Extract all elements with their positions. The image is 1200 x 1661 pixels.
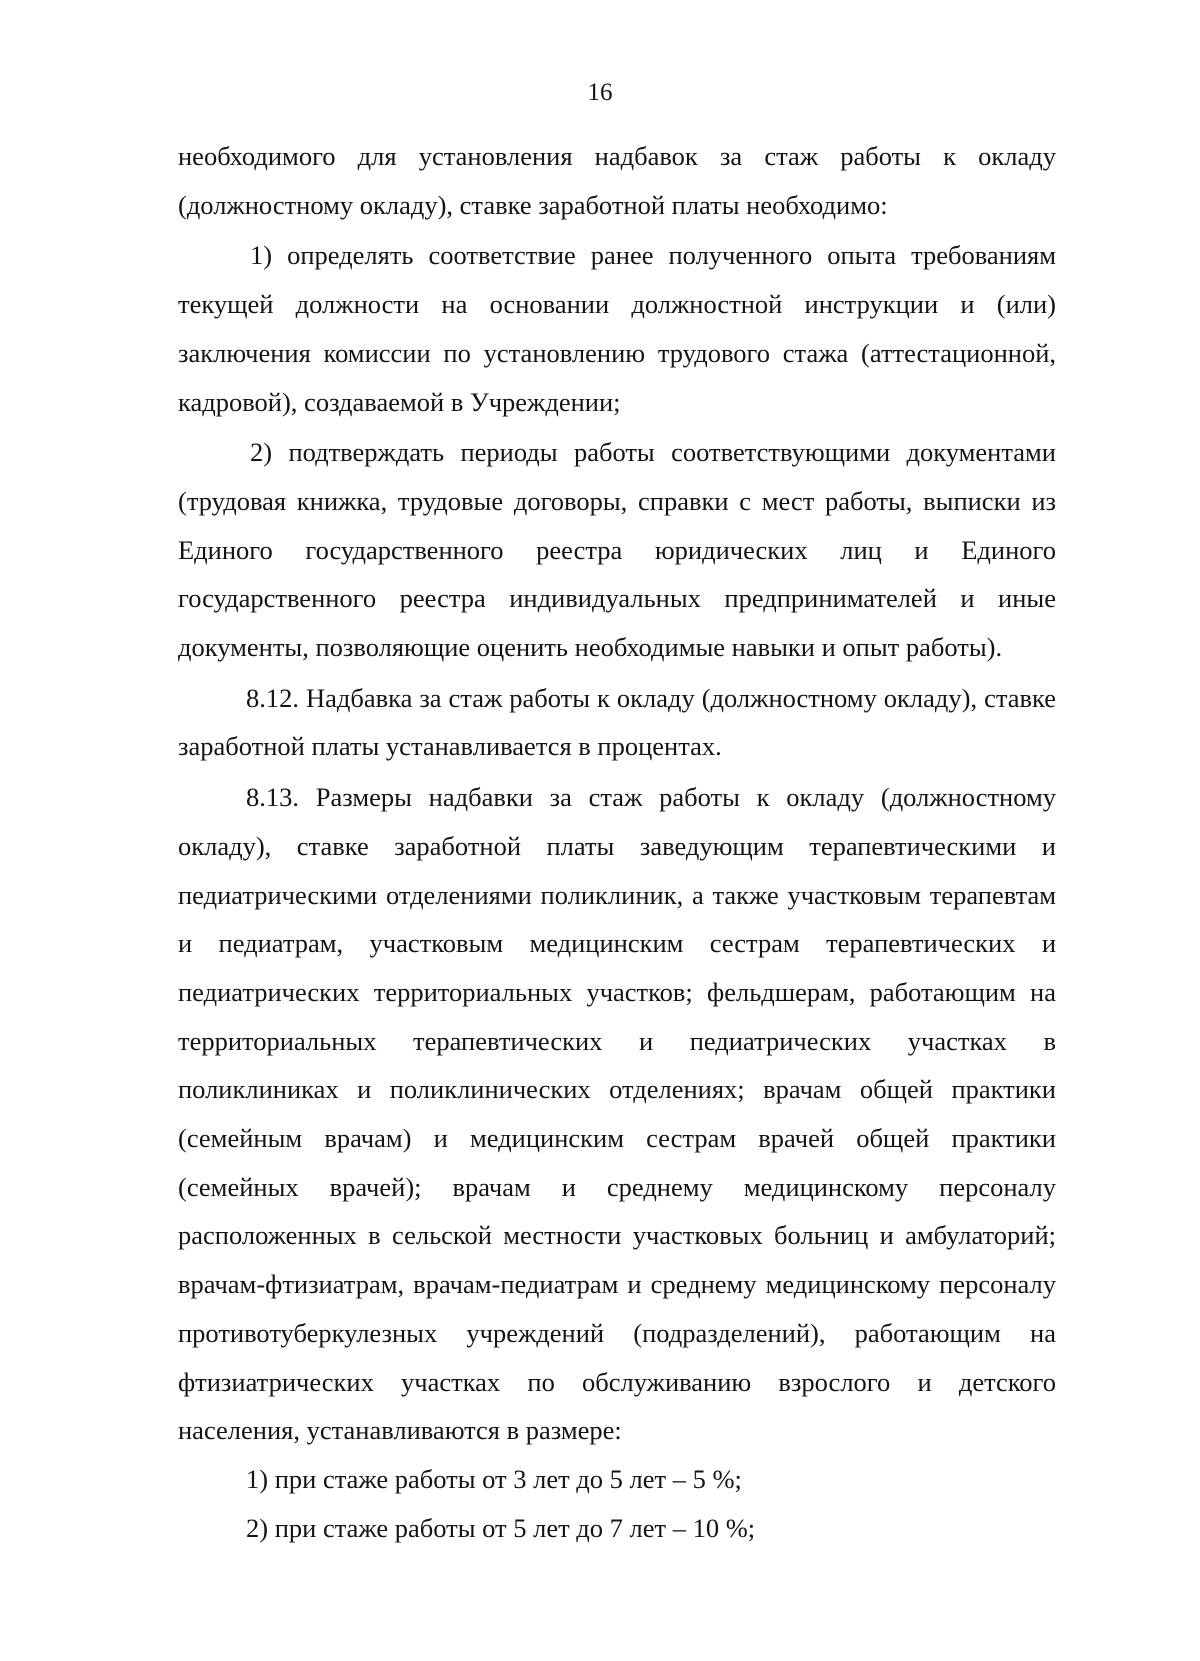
list-item-1: 1) определять соответствие ранее полученного опыта требованиям текущей должности на основании должностной инструкции и (или) заключения комиссии по установлению трудового стажа (аттестационной, кадровой), создаваемой в Учреждении;: [178, 240, 1056, 417]
rate-item-1: 1) при стаже работы от 3 лет до 5 лет – 5 %;: [246, 1463, 742, 1494]
rate-item-2: 2) при стаже работы от 5 лет до 7 лет – 10 %;: [246, 1512, 756, 1543]
paragraph-continuation: необходимого для установления надбавок за стаж работы к окладу (должностному окладу), ставке заработной платы необходимо:: [178, 141, 1056, 220]
paragraph-8-12: 8.12. Надбавка за стаж работы к окладу (должностному окладу), ставке заработной платы устанавливается в процентах.: [178, 682, 1056, 762]
document-body: [178, 132, 1056, 1552]
paragraph-8-13: 8.13. Размеры надбавки за стаж работы к окладу (должностному окладу), ставке заработной платы заведующим терапевтическими и педиатрическими отделениями поликлиник, а также участковым терапевтам и педиатрам, участковым медицинским сестрам терапевтических и педиатрических территориальных участков; фельдшерам, работающим на территориальных терапевтических и педиатрических участках в поликлиниках и поликлинических отделениях; врачам общей практики (семейным врачам) и медицинским сестрам врачей общей практики (семейных врачей); врачам и среднему медицинскому персоналу расположенных в сельской местности участковых больниц и амбулаторий; врачам-фтизиатрам, врачам-педиатрам и среднему медицинскому персоналу противотуберкулезных учреждений (подразделений), работающим на фтизиатрических участках по обслуживанию взрослого и детского населения, устанавливаются в размере:: [178, 782, 1056, 1446]
page-number: 16: [587, 79, 613, 106]
list-item-2: 2) подтверждать периоды работы соответствующими документами (трудовая книжка, трудовые договоры, справки с мест работы, выписки из Единого государственного реестра юридических лиц и Единого государственного реестра индивидуальных предпринимателей и иные документы, позволяющие оценить необходимые навыки и опыт работы).: [178, 437, 1056, 663]
